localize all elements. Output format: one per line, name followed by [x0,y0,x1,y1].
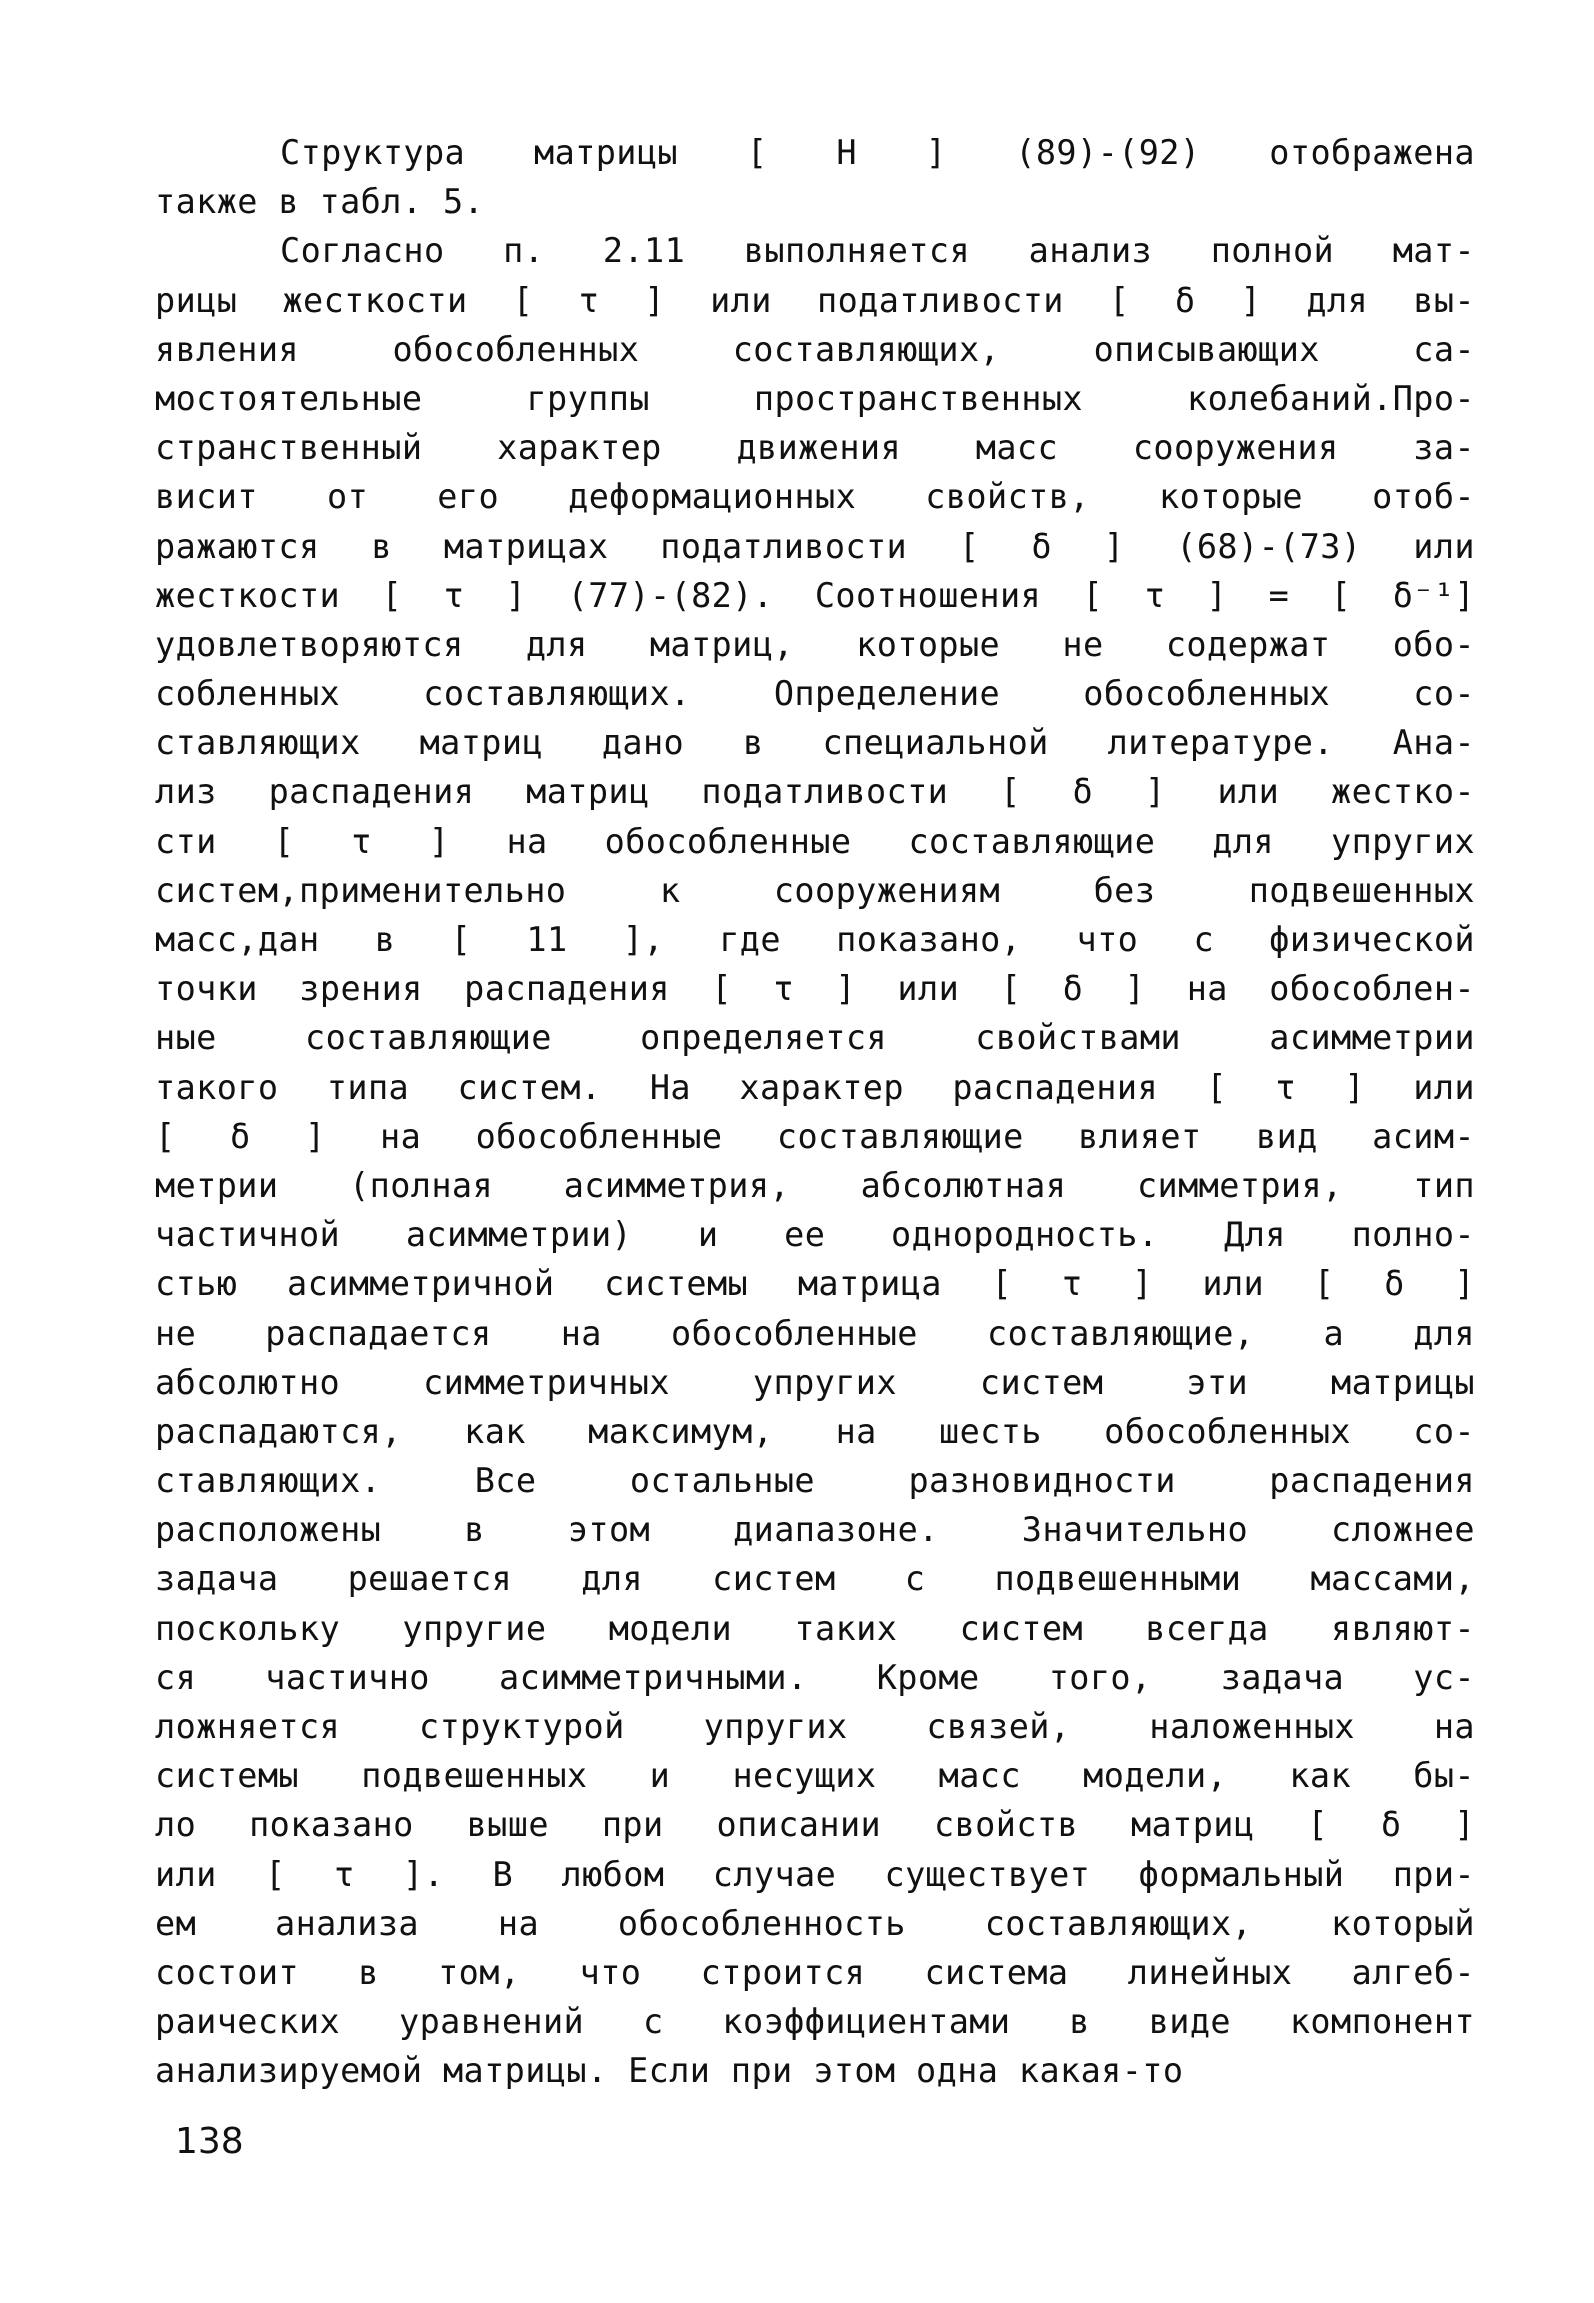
text-line: расположены в этом диапазоне. Значительно сложнее [155,1510,1475,1550]
text-line: Структура матрицы [ H ] (89)-(92) отображена [280,133,1475,172]
text-line: ные составляющие определяется свойствами асимметрии [155,1018,1475,1058]
text-line: системы подвешенных и несущих масс модели, как бы- [155,1756,1475,1796]
text-line: или [ τ ]. В любом случае существует формальный при- [155,1854,1475,1894]
text-line: сти [ τ ] на обособленные составляющие для упругих [155,821,1475,861]
text-line: стью асимметричной системы матрица [ τ ] или [ δ ] [155,1264,1475,1304]
text-line: точки зрения распадения [ τ ] или [ δ ] на обособлен- [155,969,1475,1009]
text-line: висит от его деформационных свойств, которые отоб- [155,477,1475,517]
text-line: жесткости [ τ ] (77)-(82). Соотношения [ τ ] = [ δ⁻¹] [155,575,1475,615]
page-number: 138 [175,2121,244,2162]
text-line: мостоятельные группы пространственных колебаний.Про- [155,378,1475,418]
text-line: такого типа систем. На характер распадения [ τ ] или [155,1067,1475,1107]
text-line: не распадается на обособленные составляющие, а для [155,1313,1475,1353]
text-line: лиз распадения матриц податливости [ δ ] или жестко- [155,772,1475,812]
text-line: состоит в том, что строится система линейных алгеб- [155,1952,1475,1992]
text-line: ражаются в матрицах податливости [ δ ] (68)-(73) или [155,526,1475,566]
text-line: масс,дан в [ 11 ], где показано, что с физической [155,920,1475,959]
text-line: рицы жесткости [ τ ] или податливости [ δ ] для вы- [155,280,1475,320]
text-line: метрии (полная асимметрия, абсолютная симметрия, тип [155,1165,1475,1205]
text-line: распадаются, как максимум, на шесть обособленных со- [155,1411,1475,1451]
text-line: систем,применительно к сооружениям без подвешенных [155,870,1475,910]
text-line: ем анализа на обособленность составляющих, который [155,1903,1475,1943]
text-line: также в табл. 5. [155,182,485,222]
text-line: явления обособленных составляющих, описывающих са- [155,329,1475,369]
page-text [155,128,1475,2096]
text-line: частичной асимметрии) и ее однородность. Для полно- [155,1215,1475,1255]
text-line: абсолютно симметричных упругих систем эти матрицы [155,1362,1475,1402]
text-line: анализируемой матрицы. Если при этом одна какая-то [155,2051,1184,2091]
text-line: странственный характер движения масс сооружения за- [155,428,1475,468]
text-line: ло показано выше при описании свойств матриц [ δ ] [155,1805,1475,1845]
text-line: раических уравнений с коэффициентами в виде компонент [155,2002,1475,2042]
text-line: поскольку упругие модели таких систем всегда являют- [155,1608,1475,1648]
text-line: Согласно п. 2.11 выполняется анализ полной мат- [280,231,1475,271]
text-line: ставляющих матриц дано в специальной литературе. Ана- [155,723,1475,763]
text-line: ставляющих. Все остальные разновидности распадения [155,1461,1475,1501]
text-line: собленных составляющих. Определение обособленных со- [155,674,1475,714]
text-line: ся частично асимметричными. Кроме того, задача ус- [155,1657,1475,1697]
text-line: ложняется структурой упругих связей, наложенных на [155,1707,1475,1746]
text-line: удовлетворяются для матриц, которые не содержат обо- [155,624,1475,664]
text-line: задача решается для систем с подвешенными массами, [155,1559,1475,1599]
text-line: [ δ ] на обособленные составляющие влияет вид асим- [155,1116,1475,1156]
